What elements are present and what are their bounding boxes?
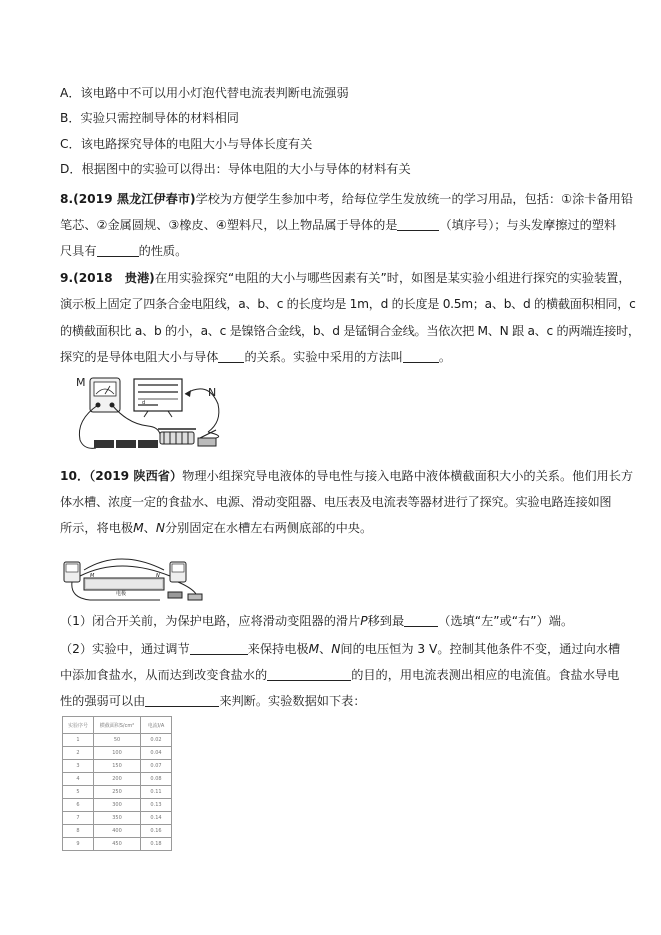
table-cell: 9 xyxy=(63,838,94,851)
q10-line-3 xyxy=(60,520,372,536)
q8-line-3 xyxy=(60,243,187,259)
q10-text: 物理小组探究导电液体的导电性与接入电路中液体横截面积大小的关系。他们用长方 xyxy=(182,469,634,483)
q10-text: 中添加食盐水，从而达到改变食盐水的 xyxy=(60,668,268,682)
q8-text: 学校为方便学生参加中考，给每位学生发放统一的学习用品，包括：①涂卡备用铅 xyxy=(195,192,634,206)
answer-blank[interactable] xyxy=(397,218,439,231)
q10-text: 性的强弱可以由 xyxy=(60,694,146,708)
switch xyxy=(198,438,216,446)
q10-line-2: 体水槽、浓度一定的食盐水、电源、滑动变阻器、电压表及电流表等器材进行了探究。实验电路连接如图 xyxy=(60,495,612,509)
q9-line-3: 的横截面积比 a、b 的小，a、c 是镍铬合金线，b、d 是锰铜合金线。当依次把 M、N 跟 a、c 的两端连接时， xyxy=(60,324,640,338)
rheostat xyxy=(160,432,194,444)
answer-blank[interactable] xyxy=(97,244,139,257)
option-d: D．根据图中的实验可以得出：导体电阻的大小与导体的材料有关 xyxy=(60,162,411,176)
q10-text: （2）实验中，通过调节 xyxy=(60,642,190,656)
answer-blank[interactable] xyxy=(403,350,439,363)
table-cell: 150 xyxy=(94,760,141,773)
q8-text: 笔芯、②金属圆规、③橡皮、④塑料尺，以上物品属于导体的是 xyxy=(60,218,398,232)
q10-text: 、 xyxy=(319,642,332,656)
q10-text: N xyxy=(155,521,165,535)
table-row xyxy=(63,812,172,825)
q10-number: 10． xyxy=(60,469,90,483)
table-header-row xyxy=(63,717,172,734)
table-header: 横截面积S/cm² xyxy=(94,717,141,734)
rheostat xyxy=(168,592,182,598)
q10-text: M xyxy=(133,521,144,535)
label-electrode: 电极 xyxy=(116,591,127,597)
q9-text: 的关系。实验中采用的方法叫 xyxy=(244,350,403,364)
table-row xyxy=(63,747,172,760)
battery xyxy=(94,440,114,448)
q10-text: 分别固定在水槽左右两侧底部的中央。 xyxy=(164,521,373,535)
q10-text: 来保持电极 xyxy=(247,642,309,656)
q9-text: 在用实验探究“电阻的大小与哪些因素有关”时，如图是某实验小组进行探究的实验装置， xyxy=(154,271,631,285)
table-cell: 250 xyxy=(94,786,141,799)
q10-text: M xyxy=(308,642,320,656)
q10-text: （1）闭合开关前，为保护电路，应将滑动变阻器的滑片 xyxy=(60,614,361,628)
q8-text: 的性质。 xyxy=(138,244,188,258)
table-row xyxy=(63,786,172,799)
q10-source: （2019 陕西省） xyxy=(89,469,183,483)
label-m: M xyxy=(76,376,86,389)
answer-blank[interactable] xyxy=(267,668,351,681)
q8-line-1 xyxy=(60,191,633,207)
table-cell: 3 xyxy=(63,760,94,773)
q10-line-1 xyxy=(60,468,633,484)
table-row xyxy=(63,773,172,786)
answer-blank[interactable] xyxy=(190,642,248,655)
table-cell: 0.08 xyxy=(141,773,172,786)
q10-text: N xyxy=(331,642,341,656)
q8-source: (2019 黑龙江伊春市) xyxy=(73,192,196,206)
label-m: M xyxy=(90,573,95,579)
q9-text: 。 xyxy=(438,350,452,364)
q10-sub2-line-2 xyxy=(60,667,619,683)
table-row xyxy=(63,838,172,851)
demo-board xyxy=(134,379,182,411)
table-cell: 0.13 xyxy=(141,799,172,812)
battery xyxy=(138,440,158,448)
table-cell: 0.16 xyxy=(141,825,172,838)
table-row xyxy=(63,799,172,812)
table-cell: 0.14 xyxy=(141,812,172,825)
q8-text: （填序号）；与头发摩擦过的塑料 xyxy=(439,218,617,232)
table-cell: 8 xyxy=(63,825,94,838)
resistance-apparatus-figure xyxy=(68,374,240,456)
q10-sub1 xyxy=(60,613,573,629)
q9-text: 探究的是导体电阻大小与导体 xyxy=(60,350,219,364)
label-n: N xyxy=(208,386,217,399)
data-table xyxy=(62,716,172,851)
q9-number: 9. xyxy=(60,271,74,285)
label-n: N xyxy=(156,573,160,579)
table-row xyxy=(63,825,172,838)
label-d: d xyxy=(142,400,146,406)
table-cell: 2 xyxy=(63,747,94,760)
q10-text: （选填“左”或“右”）端。 xyxy=(438,614,574,628)
option-c: C．该电路探究导体的电阻大小与导体长度有关 xyxy=(60,137,313,151)
battery xyxy=(116,440,136,448)
table-cell: 200 xyxy=(94,773,141,786)
table-row xyxy=(63,760,172,773)
table-row xyxy=(63,734,172,747)
q10-text: 来判断。实验数据如下表： xyxy=(219,694,366,708)
table-cell: 0.02 xyxy=(141,734,172,747)
answer-blank[interactable] xyxy=(218,350,244,363)
q9-line-1 xyxy=(60,270,631,286)
table-cell: 0.18 xyxy=(141,838,172,851)
table-cell: 450 xyxy=(94,838,141,851)
q9-source: (2018 贵港) xyxy=(73,271,155,285)
saltwater-circuit-figure xyxy=(60,548,210,606)
table-cell: 50 xyxy=(94,734,141,747)
q10-text: 所示，将电极 xyxy=(60,521,134,535)
table-cell: 6 xyxy=(63,799,94,812)
table-cell: 0.11 xyxy=(141,786,172,799)
q10-sub2-line-1 xyxy=(60,641,620,657)
table-cell: 0.07 xyxy=(141,760,172,773)
q10-text: 移到最 xyxy=(367,614,405,628)
q10-text: P xyxy=(360,614,368,628)
table-cell: 100 xyxy=(94,747,141,760)
table-cell: 0.04 xyxy=(141,747,172,760)
table-header: 实验序号 xyxy=(63,717,94,734)
answer-blank[interactable] xyxy=(404,614,438,627)
switch xyxy=(188,594,202,600)
table-cell: 350 xyxy=(94,812,141,825)
q8-text: 尺具有 xyxy=(60,244,97,258)
q9-line-4 xyxy=(60,349,451,365)
q8-line-2 xyxy=(60,217,616,233)
table-header: 电流I/A xyxy=(141,717,172,734)
table-cell: 1 xyxy=(63,734,94,747)
table-cell: 7 xyxy=(63,812,94,825)
q10-text: 间的电压恒为 3 V。控制其他条件不变，通过向水槽 xyxy=(340,642,621,656)
answer-blank[interactable] xyxy=(145,694,219,707)
table-cell: 300 xyxy=(94,799,141,812)
table-cell: 5 xyxy=(63,786,94,799)
q8-number: 8. xyxy=(60,192,74,206)
table-cell: 400 xyxy=(94,825,141,838)
table-cell: 4 xyxy=(63,773,94,786)
option-a: A．该电路中不可以用小灯泡代替电流表判断电流强弱 xyxy=(60,86,349,100)
q10-text: 的目的，用电流表测出相应的电流值。食盐水导电 xyxy=(351,668,620,682)
q9-line-2: 演示板上固定了四条合金电阻线，a、b、c 的长度均是 1m，d 的长度是 0.5m；a、b、d 的横截面积相同，c xyxy=(60,297,636,311)
option-b: B．实验只需控制导体的材料相同 xyxy=(60,111,239,125)
q10-sub2-line-3 xyxy=(60,693,366,709)
q10-text: 、 xyxy=(143,521,156,535)
